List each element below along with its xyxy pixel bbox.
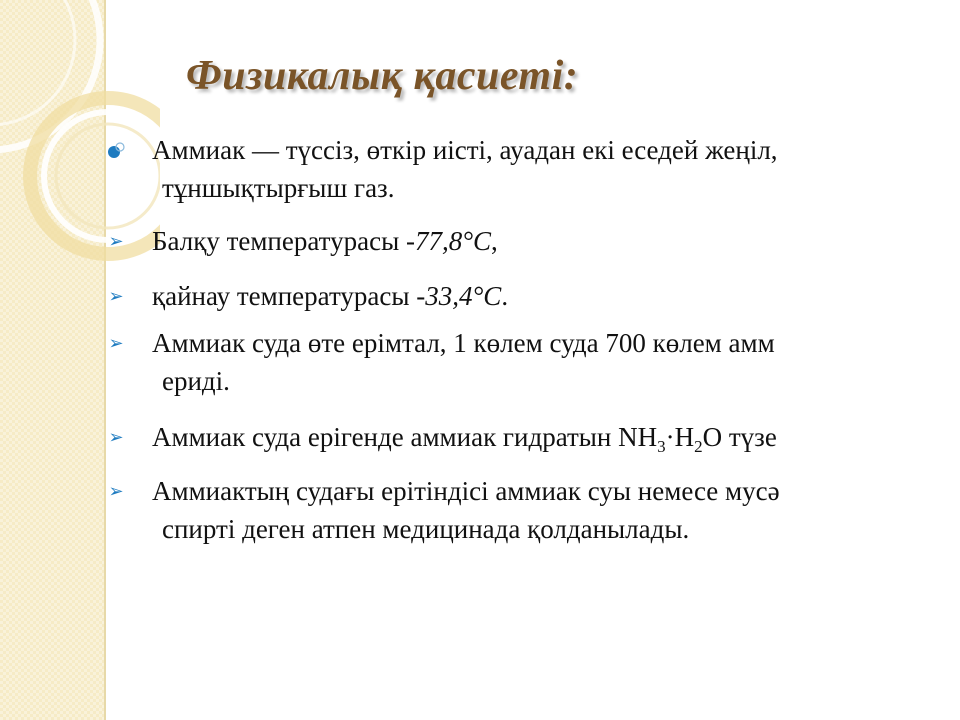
arrowhead-bullet-icon: ➢ <box>108 231 124 251</box>
formula-text-mid: ·H <box>665 422 695 452</box>
bullet-list <box>104 132 960 572</box>
slide-title: Физикалық қасиеті: <box>186 53 579 99</box>
item-text-line-1: Аммиак суда өте ерімтал, 1 көлем суда 700 көлем амм <box>152 328 775 358</box>
item-text <box>152 278 508 314</box>
arrowhead-bullet-icon: ➢ <box>108 427 124 447</box>
item-text-line-1: Аммиактың судағы ерітіндісі аммиак суы немесе мусә <box>152 476 780 506</box>
item-text <box>152 223 498 259</box>
arrowhead-bullet-icon: ➢ <box>108 333 124 353</box>
item-text-line-2: ериді. <box>162 366 230 396</box>
item-text-line-1: Аммиак — түссіз, өткір иісті, ауадан екі еседей жеңіл, <box>152 135 778 165</box>
formula-subscript-2: 2 <box>694 437 703 456</box>
melting-label: Балқу температурасы - <box>152 226 415 256</box>
item-text-line-2: спирті деген атпен медицинада қолданылады. <box>162 514 690 544</box>
arrowhead-bullet-icon: ➢ <box>108 286 124 306</box>
melting-value: 77,8°C <box>414 226 492 256</box>
arrowhead-bullet-icon: ➢ <box>108 481 124 501</box>
boiling-value: 33,4°C <box>425 281 502 311</box>
melting-suffix: , <box>491 226 498 256</box>
formula-text-start: Аммиак суда ерігенде аммиак гидратын NH <box>152 422 658 452</box>
item-text-line-2: тұншықтырғыш газ. <box>162 173 395 203</box>
gem-bullet-icon <box>104 132 128 168</box>
item-text <box>152 419 777 455</box>
boiling-label: қайнау температурасы - <box>152 281 426 311</box>
formula-text-end: O түзе <box>702 422 777 452</box>
boiling-suffix: . <box>501 281 509 311</box>
formula-subscript-3: 3 <box>657 437 666 456</box>
